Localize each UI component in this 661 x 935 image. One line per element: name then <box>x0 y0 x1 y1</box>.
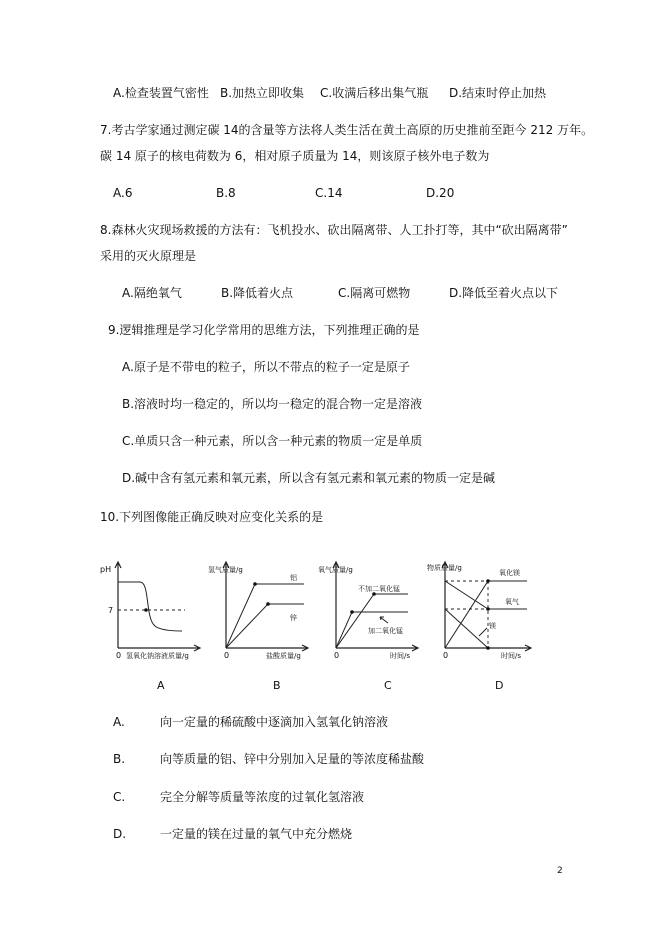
graph-c-axes <box>333 562 418 651</box>
page-number: 2 <box>557 866 563 876</box>
graph-b-series-al: 铝 <box>290 574 297 582</box>
graph-c-point-1 <box>350 610 354 614</box>
q10-answer-b-text: 向等质量的铝、锌中分别加入足量的等浓度稀盐酸 <box>160 752 425 766</box>
graph-d-arrow <box>479 628 487 636</box>
graph-d-label: D <box>495 679 504 692</box>
graph-a-point <box>144 608 148 612</box>
graph-a-xlabel: 氢氧化钠溶液质量/g <box>126 652 189 660</box>
graph-b-ylabel: 氢气质量/g <box>208 566 243 574</box>
q7-stem-line2: 碳 14 原子的核电荷数为 6，相对原子质量为 14，则该原子核外电子数为 <box>100 149 490 163</box>
graph-d-point-mg <box>486 646 490 650</box>
graph-c-arrow <box>380 617 388 623</box>
q10-answer-d-letter: D. <box>113 827 127 841</box>
graph-a-label: A <box>157 679 165 692</box>
q10-answer-a-letter: A. <box>113 715 125 729</box>
graph-b <box>208 558 318 663</box>
graph-d-line-mgo <box>445 581 527 648</box>
graph-b-line-zn <box>226 604 304 648</box>
graph-d-point-o2 <box>486 607 490 611</box>
q7-option-d: D.20 <box>426 186 455 200</box>
graph-c-xlabel: 时间/s <box>390 652 411 660</box>
q10-answer-d-text: 一定量的镁在过量的氧气中充分燃烧 <box>160 827 353 841</box>
graph-a-origin: 0 <box>116 651 122 660</box>
graph-d <box>427 558 542 663</box>
graph-d-origin: 0 <box>443 651 449 660</box>
q7-option-b: B.8 <box>216 186 236 200</box>
graph-b-origin: 0 <box>224 651 230 660</box>
graph-b-point-al <box>253 582 257 586</box>
q6-option-c: C.收满后移出集气瓶 <box>320 86 429 100</box>
q7-stem-line1: 7.考古学家通过测定碳 14的含量等方法将人类生活在黄土高原的历史推前至距今 212 万年。 <box>100 123 594 137</box>
q8-option-b: B.降低着火点 <box>221 286 294 300</box>
graph-a-ph-curve <box>118 582 182 631</box>
graph-a-ylabel: pH <box>100 565 112 574</box>
graph-c-ylabel: 氧气质量/g <box>318 566 353 574</box>
q10-answer-c-letter: C. <box>113 790 126 804</box>
q9-stem: 9.逻辑推理是学习化学常用的思维方法，下列推理正确的是 <box>108 323 420 337</box>
q8-option-c: C.隔离可燃物 <box>338 286 411 300</box>
graph-c-series-with: 加二氧化锰 <box>368 627 403 635</box>
graph-d-xlabel: 时间/s <box>501 652 522 660</box>
q10-stem: 10.下列图像能正确反映对应变化关系的是 <box>100 510 324 524</box>
graph-c <box>318 558 428 663</box>
graph-c-line-without-mno2 <box>336 594 408 648</box>
q10-answer-a-text: 向一定量的稀硫酸中逐滴加入氢氧化钠溶液 <box>160 715 389 729</box>
graph-c-label: C <box>384 679 392 692</box>
graph-a-ytick: 7 <box>108 606 114 615</box>
q8-stem-line2: 采用的灭火原理是 <box>100 249 197 263</box>
q8-stem-line1: 8.森林火灾现场救援的方法有：飞机投水、砍出隔离带、人工扑打等，其中“砍出隔离带” <box>100 223 568 237</box>
graph-c-series-without: 不加二氧化锰 <box>358 585 400 593</box>
graph-d-series-o2: 氧气 <box>505 598 519 606</box>
graph-b-series-zn: 锌 <box>290 614 297 622</box>
q7-option-c: C.14 <box>315 186 343 200</box>
q9-option-d: D.碱中含有氢元素和氧元素，所以含有氢元素和氧元素的物质一定是碱 <box>122 471 496 485</box>
graph-b-xlabel: 盐酸质量/g <box>266 652 301 660</box>
q9-option-b: B.溶液时均一稳定的，所以均一稳定的混合物一定是溶液 <box>122 397 423 411</box>
graph-d-ylabel: 物质质量/g <box>427 564 462 572</box>
q8-option-a: A.隔绝氧气 <box>122 286 182 300</box>
q9-option-a: A.原子是不带电的粒子，所以不带点的粒子一定是原子 <box>122 360 410 374</box>
graph-b-label: B <box>273 679 281 692</box>
q10-answer-c-text: 完全分解等质量等浓度的过氧化氢溶液 <box>160 790 365 804</box>
q9-option-c: C.单质只含一种元素，所以含一种元素的物质一定是单质 <box>122 434 423 448</box>
q10-answer-b-letter: B. <box>113 752 126 766</box>
graph-d-series-mg: 镁 <box>489 622 496 630</box>
graph-b-point-zn <box>266 602 270 606</box>
graph-a-axes <box>115 562 200 651</box>
graph-c-origin: 0 <box>334 651 340 660</box>
graph-d-series-mgo: 氧化镁 <box>499 569 520 577</box>
q6-option-b: B.加热立即收集 <box>220 86 305 100</box>
q6-option-d: D.结束时停止加热 <box>449 86 547 100</box>
graph-a <box>100 558 210 663</box>
graph-d-point-mgo <box>486 579 490 583</box>
q6-option-a: A.检查装置气密性 <box>113 86 209 100</box>
q8-option-d: D.降低至着火点以下 <box>449 286 559 300</box>
q7-option-a: A.6 <box>113 186 133 200</box>
